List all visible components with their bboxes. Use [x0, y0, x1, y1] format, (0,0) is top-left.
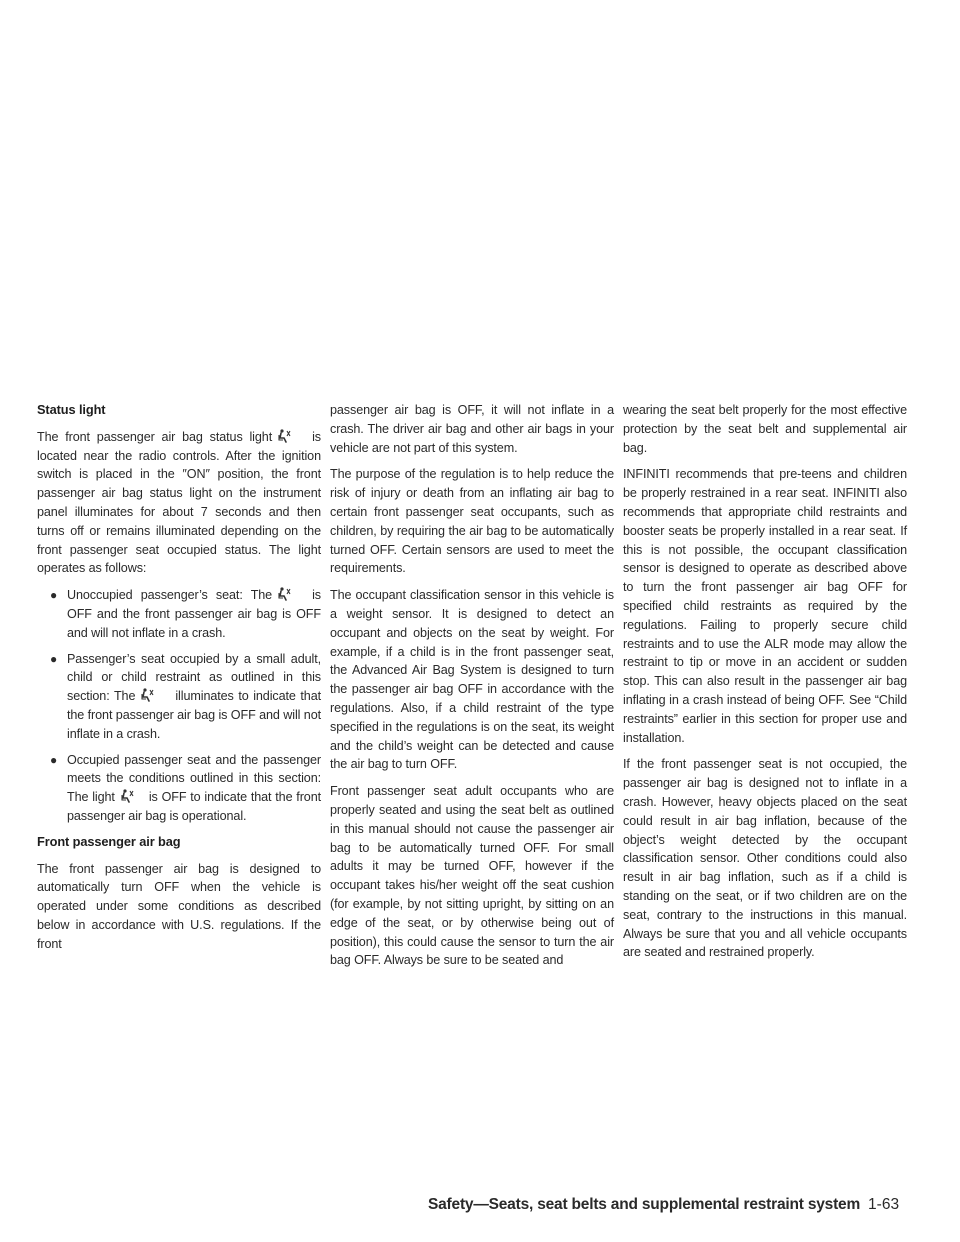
column-1 [37, 401, 321, 954]
paragraph-front-passenger-air-bag: The front passenger air bag is designed to automatically turn OFF when the vehicle is operated under some conditions as described below in accordance with U.S. regulations. If the front [37, 861, 321, 951]
paragraph: passenger air bag is OFF, it will not inflate in a crash. The driver air bag and other air bags in your vehicle are not part of this system. [330, 403, 614, 455]
status-light-list [37, 586, 321, 826]
passenger-airbag-off-icon [119, 788, 135, 804]
list-item: ● Unoccupied passenger’s seat: The is OFF and the front passenger air bag is OFF and will not inflate in a crash. [50, 588, 321, 640]
page-footer [428, 1196, 928, 1214]
heading-status-light: Status light [37, 402, 106, 417]
passenger-airbag-off-icon [276, 428, 292, 444]
bullet: ● [50, 651, 58, 666]
paragraph: wearing the seat belt properly for the most effective protection by the seat belt and supplemental air bag. [623, 403, 907, 455]
paragraph: The purpose of the regulation is to help reduce the risk of injury or death from an inflating air bag to certain front passenger seat occupants, such as children, by requiring the air bag to be automatically turned OFF. Certain sensors are used to meet the requirements. [330, 467, 614, 576]
paragraph-status-light: The front passenger air bag status light is located near the radio controls. After the ignition switch is placed in the ″ON″ position, the front passenger air bag status light on the instrument panel illuminates for about 7 seconds and then turns off or remains illuminated depending on the front passenger seat occupied status. The light operates as follows: [37, 429, 321, 576]
section-title: Safety—Seats, seat belts and supplemental restraint system [428, 1196, 861, 1213]
list-item: ● Passenger’s seat occupied by a small adult, child or child restraint as outlined in this section: The illuminates to indicate that the front passenger air bag is OFF and will not inflate in a crash. [50, 651, 321, 741]
paragraph: Front passenger seat adult occupants who are properly seated and using the seat belt as outlined in this manual should not cause the passenger air bag to be automatically turned OFF. For small adults it may be turned OFF, however if the occupant takes his/her weight off the seat cushion (for example, by not sitting upright, by sitting on an edge of the seat, or by otherwise being out of position), this could cause the sensor to turn the air bag OFF. Always be sure to be seated and [330, 784, 614, 968]
paragraph: If the front passenger seat is not occupied, the passenger air bag is designed not to inflate in a crash. However, heavy objects placed on the seat could result in air bag inflation, because of the object’s weight detected by the occupant classification sensor. Other conditions could also result in air bag inflation, such as if a child is standing on the seat, or if two children are on the seat, contrary to the instructions in this manual. Always be sure that you and all vehicle occupants are seated and restrained properly. [623, 757, 907, 960]
column-3 [623, 401, 907, 962]
page-number: 1-63 [868, 1196, 900, 1213]
list-item: ● Occupied passenger seat and the passenger meets the conditions outlined in this section: The light is OFF to indicate that the front passenger air bag is operational. [50, 752, 321, 823]
column-2 [330, 401, 614, 970]
paragraph: INFINITI recommends that pre-teens and children be properly restrained in a rear seat. INFINITI also recommends that appropriate child restraints and booster seats be properly installed in a rear seat. If this is not possible, the occupant classification sensor is designed to operate as described above to turn the front passenger air bag OFF for specified child restraints as required by the regulations. Failing to properly secure child restraints and to use the ALR mode may allow the restraint to tip or move in an accident or sudden stop. This can also result in the passenger air bag inflating in a crash instead of being OFF. See “Child restraints” earlier in this section for proper use and installation. [623, 467, 907, 745]
paragraph: The occupant classification sensor in this vehicle is a weight sensor. It is designed to detect an occupant and objects on the seat by weight. For example, if a child is in the front passenger seat, the Advanced Air Bag System is designed to turn the passenger air bag OFF in accordance with the regulations. Also, if a child restraint of the type specified in the regulations is on the seat, its weight and the child’s weight can be detected and cause the air bag to turn OFF. [330, 588, 614, 772]
passenger-airbag-off-icon [139, 687, 155, 703]
bullet: ● [50, 588, 58, 603]
bullet: ● [50, 752, 58, 767]
passenger-airbag-off-icon [276, 586, 292, 602]
heading-front-passenger-air-bag: Front passenger air bag [37, 833, 181, 849]
